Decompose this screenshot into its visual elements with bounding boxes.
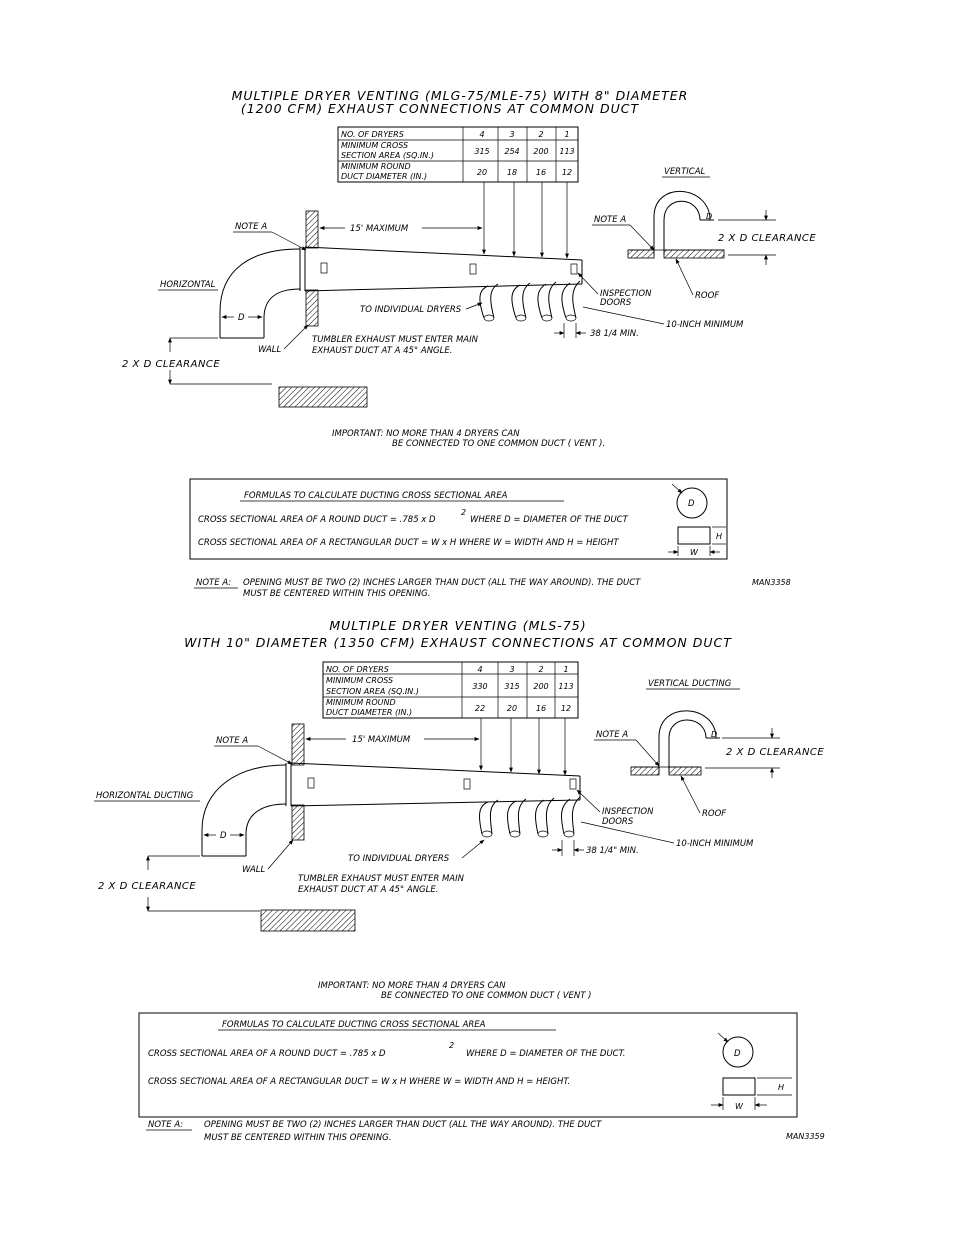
formulas2-round-suffix: WHERE D = DIAMETER OF THE DUCT. — [466, 1049, 626, 1059]
table2-row2-label-a: MINIMUM CROSS — [326, 676, 394, 685]
diagram2-tumbler-2: EXHAUST DUCT AT A 45° ANGLE. — [298, 885, 439, 895]
formulas1-w-label: W — [690, 548, 698, 557]
diagram2-clearance-left: 2 X D CLEARANCE — [98, 881, 197, 892]
table2-cell: 4 — [477, 665, 483, 674]
diagram1-formulas-box — [190, 479, 727, 559]
table1-cell: 20 — [476, 168, 488, 177]
diagram2-title-line1: MULTIPLE DRYER VENTING (MLS-75) — [329, 618, 587, 633]
diagram1-vertical: VERTICAL — [664, 167, 706, 177]
table1-cell: 4 — [479, 130, 485, 139]
table1-cell: 18 — [506, 168, 518, 177]
table1-row2-label-a: MINIMUM CROSS — [341, 141, 409, 150]
diagram1-note-line2: MUST BE CENTERED WITHIN THIS OPENING. — [243, 589, 431, 599]
table1-row3-label-a: MINIMUM ROUND — [341, 162, 411, 171]
diagram1-spacing: 38 1/4 MIN. — [590, 329, 639, 339]
table1-cell: 113 — [559, 147, 575, 156]
diagram1-wall — [306, 211, 318, 326]
diagram1-note-line1: OPENING MUST BE TWO (2) INCHES LARGER THAN DUCT (ALL THE WAY AROUND). THE DUCT — [243, 578, 641, 588]
formulas2-h-label: H — [778, 1083, 785, 1092]
diagram2-note-a-right: NOTE A — [596, 730, 629, 740]
diagram1-d-vertical: D — [706, 212, 713, 221]
diagram2-note-label: NOTE A: — [148, 1120, 184, 1130]
table2-row2-label-b: SECTION AREA (SQ.IN.) — [326, 687, 419, 696]
diagram-8-inch — [122, 88, 816, 599]
diagram2-d-horizontal: D — [220, 831, 227, 841]
table1-cell: 16 — [535, 168, 547, 177]
diagram1-title-line1: MULTIPLE DRYER VENTING (MLG-75/MLE-75) WITH 8" DIAMETER — [231, 88, 689, 103]
formulas1-rect: CROSS SECTIONAL AREA OF A RECTANGULAR DUCT = W x H WHERE W = WIDTH AND H = HEIGHT — [198, 538, 619, 548]
diagram2-important-2: BE CONNECTED TO ONE COMMON DUCT ( VENT ) — [381, 991, 592, 1001]
formulas1-heading: FORMULAS TO CALCULATE DUCTING CROSS SECTIONAL AREA — [244, 491, 508, 501]
diagram1-main-duct — [220, 247, 582, 338]
diagram2-to-dryers: TO INDIVIDUAL DRYERS — [348, 854, 450, 864]
table2-cell: 113 — [558, 682, 574, 691]
diagram2-dryer-connectors — [480, 797, 580, 837]
diagram2-title-line2: WITH 10" DIAMETER (1350 CFM) EXHAUST CONNECTIONS AT COMMON DUCT — [184, 635, 732, 650]
diagram2-wall-label: WALL — [242, 865, 266, 875]
table1-cell: 12 — [561, 168, 573, 177]
diagram2-note-line1: OPENING MUST BE TWO (2) INCHES LARGER THAN DUCT (ALL THE WAY AROUND). THE DUCT — [204, 1120, 602, 1130]
diagram2-note-a-left: NOTE A — [216, 736, 249, 746]
formulas1-round-suffix: WHERE D = DIAMETER OF THE DUCT — [470, 515, 628, 525]
diagram1-clearance-left: 2 X D CLEARANCE — [122, 359, 221, 370]
diagram1-dryer-connectors — [480, 281, 580, 321]
diagram2-tumbler-1: TUMBLER EXHAUST MUST ENTER MAIN — [298, 874, 464, 884]
table1-cell: 254 — [504, 147, 520, 156]
diagram2-code: MAN3359 — [786, 1132, 825, 1141]
table1-row3-label-b: DUCT DIAMETER (IN.) — [341, 172, 428, 181]
diagram1-table — [338, 127, 578, 182]
table1-cell: 315 — [474, 147, 490, 156]
diagram2-ten-inch: 10-INCH MINIMUM — [676, 839, 754, 849]
formulas1-h-label: H — [716, 532, 723, 541]
formulas2-rect: CROSS SECTIONAL AREA OF A RECTANGULAR DUCT = W x H WHERE W = WIDTH AND H = HEIGHT. — [148, 1077, 571, 1087]
table2-cell: 330 — [472, 682, 488, 691]
diagram1-horizontal: HORIZONTAL — [160, 280, 216, 290]
table2-cell: 200 — [533, 682, 549, 691]
formulas2-round-prefix: CROSS SECTIONAL AREA OF A ROUND DUCT = .785 x D — [148, 1049, 386, 1059]
table1-cell: 1 — [564, 130, 570, 139]
diagram2-spacing: 38 1/4" MIN. — [586, 846, 639, 856]
diagram1-maximum: 15' MAXIMUM — [350, 224, 409, 234]
diagram2-maximum: 15' MAXIMUM — [352, 735, 411, 745]
table2-row1-label: NO. OF DRYERS — [326, 665, 389, 674]
diagram1-vertical-detail — [592, 167, 816, 301]
diagram2-formulas-box — [139, 1013, 797, 1117]
diagram1-note-label: NOTE A: — [196, 578, 232, 588]
table2-cell: 20 — [506, 704, 518, 713]
table2-row3-label-a: MINIMUM ROUND — [326, 698, 396, 707]
table2-cell: 2 — [538, 665, 544, 674]
diagram2-horizontal: HORIZONTAL DUCTING — [96, 791, 194, 801]
diagram2-vertical-detail — [594, 679, 824, 819]
table1-row2-label-b: SECTION AREA (SQ.IN.) — [341, 151, 434, 160]
diagram1-ten-inch: 10-INCH MINIMUM — [666, 320, 744, 330]
table2-cell: 3 — [509, 665, 515, 674]
table1-cell: 3 — [509, 130, 515, 139]
diagram2-note-line2: MUST BE CENTERED WITHIN THIS OPENING. — [204, 1133, 392, 1143]
table2-row3-label-b: DUCT DIAMETER (IN.) — [326, 708, 413, 717]
formulas1-d-label: D — [688, 499, 695, 509]
formulas2-d-label: D — [734, 1049, 741, 1059]
diagram2-vertical: VERTICAL DUCTING — [648, 679, 732, 689]
diagram2-table — [323, 662, 578, 718]
table2-cell: 12 — [560, 704, 572, 713]
diagram1-code: MAN3358 — [752, 578, 791, 587]
diagram1-title-line2: (1200 CFM) EXHAUST CONNECTIONS AT COMMON DUCT — [240, 101, 640, 116]
diagram2-main-duct — [202, 763, 580, 856]
diagram2-roof: ROOF — [702, 809, 727, 819]
diagram1-important-1: IMPORTANT: NO MORE THAN 4 DRYERS CAN — [332, 429, 520, 439]
formulas2-round-exp: 2 — [449, 1041, 455, 1050]
table2-cell: 315 — [504, 682, 520, 691]
diagram1-note-a-left: NOTE A — [235, 222, 268, 232]
diagram1-tumbler-2: EXHAUST DUCT AT A 45° ANGLE. — [312, 346, 453, 356]
diagram1-inspection-2: DOORS — [600, 298, 632, 308]
table2-cell: 22 — [474, 704, 486, 713]
diagram-10-inch — [94, 618, 825, 1143]
formulas1-round-prefix: CROSS SECTIONAL AREA OF A ROUND DUCT = .785 x D — [198, 515, 436, 525]
formulas2-w-label: W — [735, 1102, 743, 1111]
formulas1-round-exp: 2 — [461, 508, 467, 517]
diagram1-roof: ROOF — [695, 291, 720, 301]
formulas2-heading: FORMULAS TO CALCULATE DUCTING CROSS SECTIONAL AREA — [222, 1020, 486, 1030]
table1-cell: 200 — [533, 147, 549, 156]
diagram2-d-vertical: D — [711, 730, 718, 739]
diagram2-inspection-1: INSPECTION — [602, 807, 654, 817]
diagram1-tumbler-1: TUMBLER EXHAUST MUST ENTER MAIN — [312, 335, 478, 345]
table2-cell: 16 — [535, 704, 547, 713]
table1-row1-label: NO. OF DRYERS — [341, 130, 404, 139]
diagram1-to-dryers: TO INDIVIDUAL DRYERS — [360, 305, 462, 315]
diagram1-clearance-right: 2 X D CLEARANCE — [718, 233, 817, 244]
diagram2-wall — [292, 724, 304, 840]
table2-cell: 1 — [563, 665, 569, 674]
table1-cell: 2 — [538, 130, 544, 139]
diagram2-important-1: IMPORTANT: NO MORE THAN 4 DRYERS CAN — [318, 981, 506, 991]
diagram1-inspection-1: INSPECTION — [600, 289, 652, 299]
diagram1-important-2: BE CONNECTED TO ONE COMMON DUCT ( VENT ). — [392, 439, 606, 449]
diagram2-inspection-2: DOORS — [602, 817, 634, 827]
diagram1-d-horizontal: D — [238, 313, 245, 323]
diagram1-wall-label: WALL — [258, 345, 282, 355]
diagram1-note-a-right: NOTE A — [594, 215, 627, 225]
diagram2-clearance-right: 2 X D CLEARANCE — [726, 747, 825, 758]
